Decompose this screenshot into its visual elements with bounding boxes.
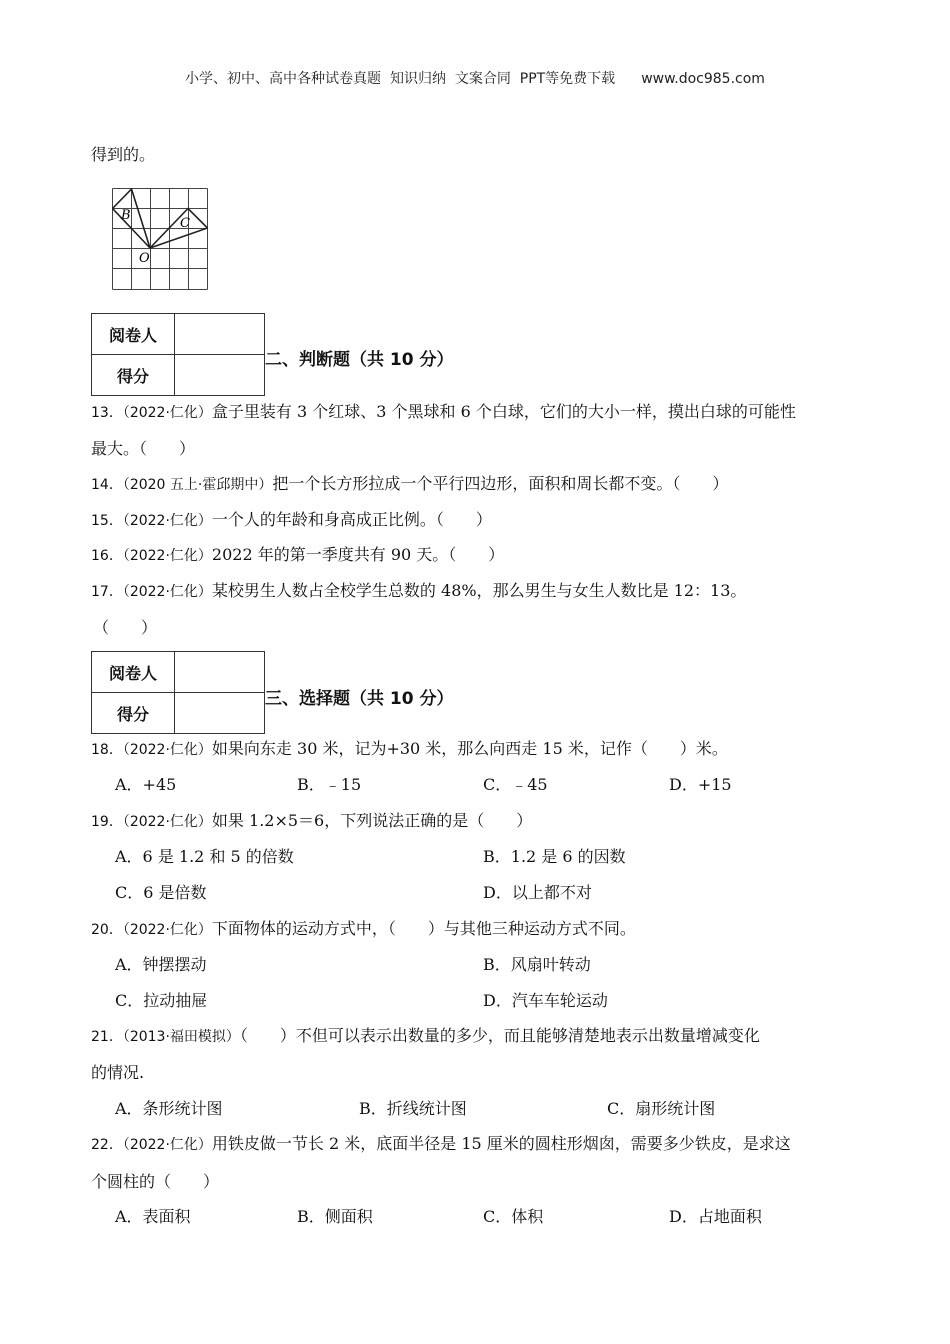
reader-field[interactable] bbox=[175, 314, 265, 355]
option-b[interactable]: B．风扇叶转动 bbox=[483, 955, 591, 974]
header-text: 小学、初中、高中各种试卷真题 知识归纳 文案合同 PPT等免费下载 bbox=[185, 71, 616, 87]
score-field[interactable] bbox=[175, 693, 265, 734]
question-source: （2020 五上·霍邱期中） bbox=[122, 477, 273, 493]
reader-label: 阅卷人 bbox=[92, 314, 175, 355]
grid-lines bbox=[113, 189, 208, 290]
question-number: 15． bbox=[91, 513, 123, 529]
grid-figure bbox=[112, 188, 208, 290]
question-15 bbox=[91, 509, 492, 532]
question-22 bbox=[91, 1133, 791, 1156]
grader-box-3 bbox=[91, 651, 265, 734]
option-d[interactable]: D．以上都不对 bbox=[483, 883, 592, 902]
option-a[interactable]: A．6 是 1.2 和 5 的倍数 bbox=[115, 847, 294, 866]
intro-line: 得到的。 bbox=[91, 145, 156, 164]
question-number: 18． bbox=[91, 742, 123, 758]
reader-label: 阅卷人 bbox=[92, 652, 175, 693]
question-number: 21． bbox=[91, 1029, 123, 1045]
question-source: （2022·仁化） bbox=[122, 513, 212, 529]
score-label: 得分 bbox=[92, 693, 175, 734]
question-17 bbox=[91, 580, 746, 603]
option-b[interactable]: B．﹣15 bbox=[297, 775, 362, 794]
label-c: C bbox=[180, 216, 190, 231]
option-c[interactable]: C．6 是倍数 bbox=[115, 883, 207, 902]
reader-field[interactable] bbox=[175, 652, 265, 693]
option-b[interactable]: B．侧面积 bbox=[297, 1207, 373, 1226]
question-source: （2013·福田模拟） bbox=[122, 1029, 240, 1045]
question-source: （2022·仁化） bbox=[122, 814, 212, 830]
question-number: 16． bbox=[91, 548, 123, 564]
option-a[interactable]: A．钟摆摆动 bbox=[115, 955, 207, 974]
question-text: 把一个长方形拉成一个平行四边形，面积和周长都不变。（ ） bbox=[272, 474, 729, 493]
question-17-cont: （ ） bbox=[93, 618, 158, 637]
question-21 bbox=[91, 1025, 760, 1048]
question-source: （2022·仁化） bbox=[122, 742, 212, 758]
question-number: 14． bbox=[91, 477, 123, 493]
option-b[interactable]: B．1.2 是 6 的因数 bbox=[483, 847, 626, 866]
question-text: 如果向东走 30 米，记为+30 米，那么向西走 15 米，记作（ ）米。 bbox=[211, 739, 728, 758]
question-source: （2022·仁化） bbox=[122, 405, 212, 421]
question-14 bbox=[91, 473, 728, 496]
question-number: 20． bbox=[91, 922, 123, 938]
section-2-title: 二、判断题（共 10 分） bbox=[265, 350, 454, 370]
question-20 bbox=[91, 918, 636, 941]
question-source: （2022·仁化） bbox=[122, 1137, 212, 1153]
label-b: B bbox=[121, 208, 131, 223]
option-d[interactable]: D．占地面积 bbox=[669, 1207, 762, 1226]
option-a[interactable]: A．表面积 bbox=[115, 1207, 191, 1226]
option-b[interactable]: B．折线统计图 bbox=[359, 1099, 467, 1118]
question-number: 19． bbox=[91, 814, 123, 830]
question-text: 一个人的年龄和身高成正比例。（ ） bbox=[211, 510, 492, 529]
question-21-cont: 的情况. bbox=[91, 1063, 145, 1082]
question-text: （ ）不但可以表示出数量的多少，而且能够清楚地表示出数量增减变化 bbox=[239, 1026, 760, 1045]
question-19 bbox=[91, 810, 532, 833]
question-text: 盒子里装有 3 个红球、3 个黑球和 6 个白球，它们的大小一样，摸出白球的可能性 bbox=[211, 402, 796, 421]
question-18 bbox=[91, 738, 728, 761]
question-source: （2022·仁化） bbox=[122, 922, 212, 938]
question-source: （2022·仁化） bbox=[122, 584, 212, 600]
option-c[interactable]: C．拉动抽屉 bbox=[115, 991, 208, 1010]
question-text: 用铁皮做一节长 2 米，底面半径是 15 厘米的圆柱形烟囱，需要多少铁皮，是求这 bbox=[211, 1134, 791, 1153]
option-a[interactable]: A．条形统计图 bbox=[115, 1099, 223, 1118]
question-text: 如果 1.2×5＝6，下列说法正确的是（ ） bbox=[211, 811, 533, 830]
question-13-cont: 最大。（ ） bbox=[91, 439, 196, 458]
question-13 bbox=[91, 401, 796, 424]
option-d[interactable]: D．+15 bbox=[669, 775, 732, 794]
question-source: （2022·仁化） bbox=[122, 548, 212, 564]
question-16 bbox=[91, 544, 504, 567]
question-number: 13． bbox=[91, 405, 123, 421]
option-c[interactable]: C．扇形统计图 bbox=[607, 1099, 716, 1118]
option-a[interactable]: A．+45 bbox=[115, 775, 177, 794]
option-d[interactable]: D．汽车车轮运动 bbox=[483, 991, 608, 1010]
header-site: www.doc985.com bbox=[641, 71, 765, 87]
section-3-title: 三、选择题（共 10 分） bbox=[265, 689, 454, 709]
option-c[interactable]: C．体积 bbox=[483, 1207, 544, 1226]
question-number: 22． bbox=[91, 1137, 123, 1153]
score-field[interactable] bbox=[175, 355, 265, 396]
question-text: 下面物体的运动方式中，（ ）与其他三种运动方式不同。 bbox=[211, 919, 636, 938]
question-text: 某校男生人数占全校学生总数的 48%，那么男生与女生人数比是 12：13。 bbox=[211, 581, 747, 600]
page-header bbox=[0, 68, 950, 88]
label-o: O bbox=[139, 251, 150, 266]
question-22-cont: 个圆柱的（ ） bbox=[91, 1172, 220, 1191]
question-number: 17． bbox=[91, 584, 123, 600]
score-label: 得分 bbox=[92, 355, 175, 396]
question-text: 2022 年的第一季度共有 90 天。（ ） bbox=[211, 545, 505, 564]
option-c[interactable]: C．﹣45 bbox=[483, 775, 548, 794]
grader-box-2 bbox=[91, 313, 265, 396]
